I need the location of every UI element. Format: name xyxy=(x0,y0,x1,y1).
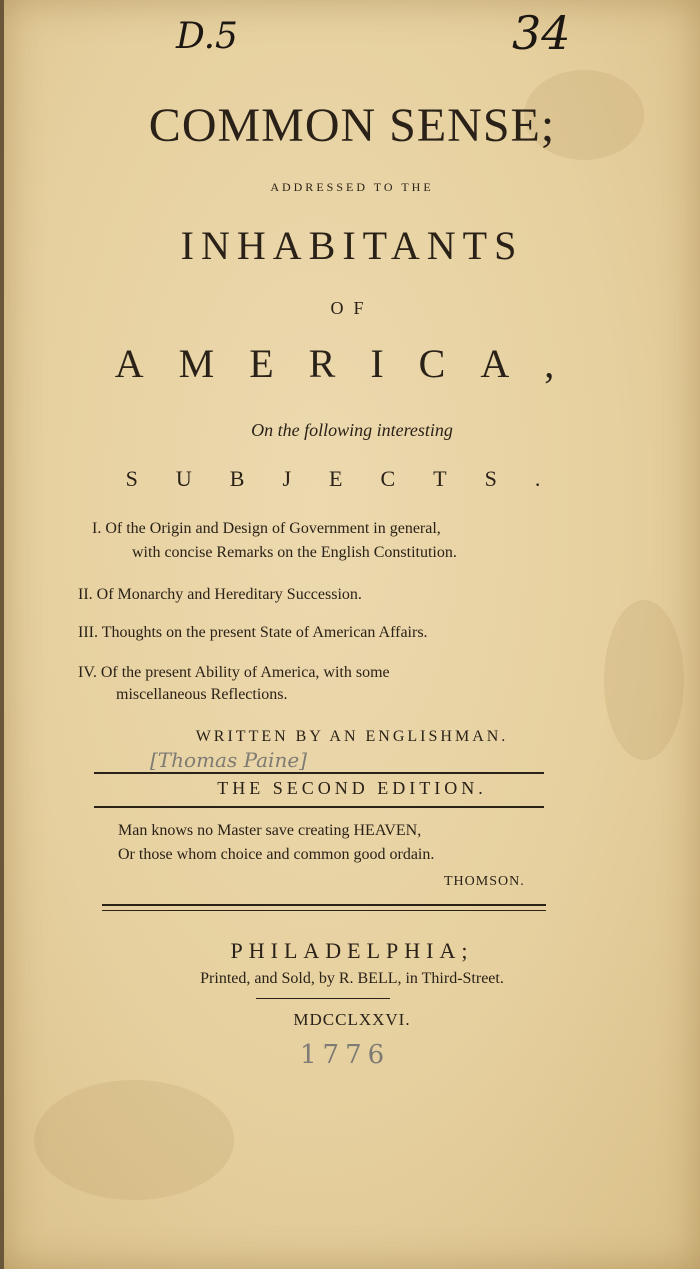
rule-line xyxy=(94,806,544,808)
list-item-continuation: with concise Remarks on the English Constitution. xyxy=(132,544,457,561)
epigraph-attribution: THOMSON. xyxy=(444,874,525,889)
edition-line: THE SECOND EDITION. xyxy=(217,778,487,798)
epigraph-line: Man knows no Master save creating HEAVEN, xyxy=(118,822,422,839)
written-by-line: WRITTEN BY AN ENGLISHMAN. xyxy=(195,728,509,745)
list-item-continuation: miscellaneous Reflections. xyxy=(116,686,288,703)
list-item: III. Thoughts on the present State of American Affairs. xyxy=(78,624,428,641)
following-line: On the following interesting xyxy=(251,420,453,440)
of-line: OF xyxy=(330,298,374,318)
list-item: II. Of Monarchy and Hereditary Succession. xyxy=(78,586,362,603)
epigraph-line: Or those whom choice and common good ordain. xyxy=(118,846,435,863)
handwritten-year: 1776 xyxy=(300,1040,391,1070)
double-rule-bottom xyxy=(102,910,546,911)
handwritten-shelf-mark: D.5 xyxy=(176,16,238,57)
paper-stain xyxy=(34,1080,234,1200)
handwritten-author-name: [Thomas Paine] xyxy=(150,748,307,772)
handwritten-number: 34 xyxy=(512,6,571,60)
rule-line xyxy=(94,772,544,774)
book-title: COMMON SENSE; xyxy=(148,99,556,152)
addressed-line: ADDRESSED TO THE xyxy=(270,180,434,194)
list-item: I. Of the Origin and Design of Government in general, xyxy=(92,520,441,537)
inhabitants-line: INHABITANTS xyxy=(180,223,524,268)
imprint-date: MDCCLXXVI. xyxy=(293,1010,411,1029)
america-line: AMERICA, xyxy=(114,341,590,386)
short-rule xyxy=(256,998,390,999)
title-page xyxy=(4,0,700,1269)
double-rule-top xyxy=(102,904,546,906)
list-item: IV. Of the present Ability of America, with some xyxy=(78,664,390,681)
imprint-city: PHILADELPHIA; xyxy=(230,938,474,963)
subjects-heading: SUBJECTS. xyxy=(125,466,579,491)
imprint-printer: Printed, and Sold, by R. BELL, in Third-Street. xyxy=(200,970,504,987)
